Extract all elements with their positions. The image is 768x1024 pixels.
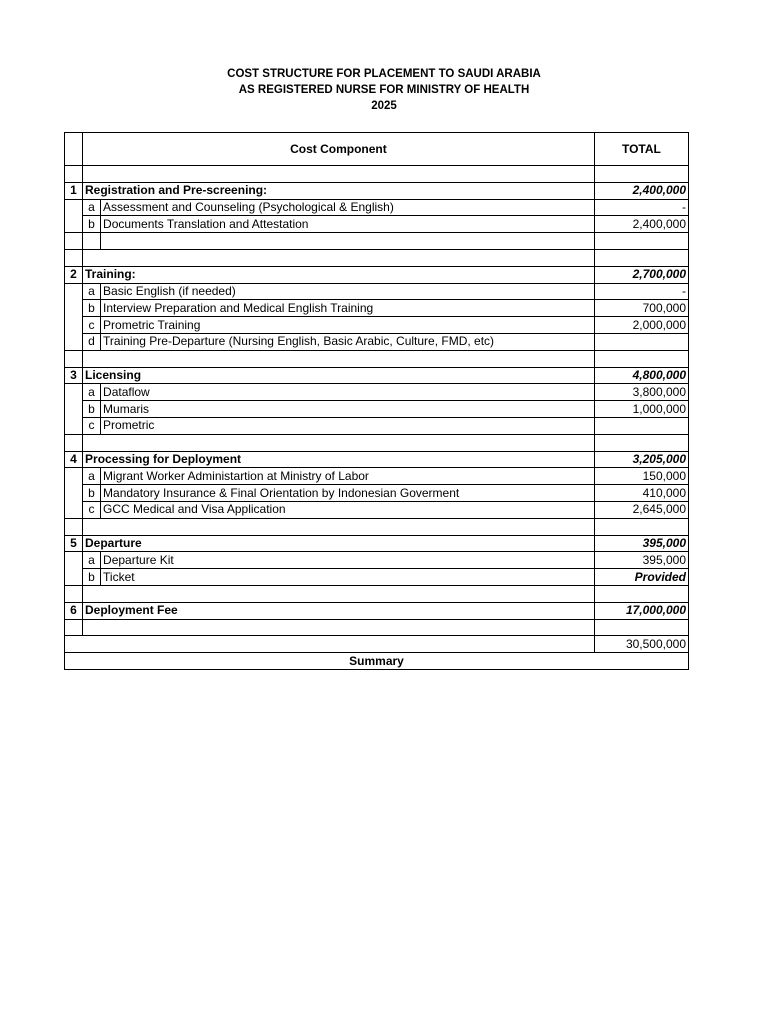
item-letter: b	[83, 401, 101, 418]
header-total: TOTAL	[594, 133, 688, 166]
item-value	[594, 333, 688, 350]
spacer-row	[65, 434, 689, 451]
item-label: Basic English (if needed)	[101, 283, 595, 300]
spacer-row	[65, 249, 689, 266]
item-label: GCC Medical and Visa Application	[101, 501, 595, 518]
section-total: 2,700,000	[594, 266, 688, 283]
item-value: 150,000	[594, 468, 688, 485]
item-row	[65, 300, 689, 317]
item-value: 2,000,000	[594, 317, 688, 334]
item-value: -	[594, 283, 688, 300]
item-label: Assessment and Counseling (Psychological & English)	[101, 199, 595, 216]
section-label: Departure	[83, 535, 595, 552]
section-label: Registration and Pre-screening:	[83, 182, 595, 199]
section-number: 5	[65, 535, 83, 552]
item-row	[65, 216, 689, 233]
item-label: Ticket	[101, 569, 595, 586]
header-blank-cell	[65, 133, 83, 166]
section-label: Processing for Deployment	[83, 451, 595, 468]
item-row	[65, 468, 689, 485]
item-letter: b	[83, 485, 101, 502]
section-number: 2	[65, 266, 83, 283]
item-letter: a	[83, 384, 101, 401]
item-value: -	[594, 199, 688, 216]
item-row	[65, 417, 689, 434]
item-letter: c	[83, 317, 101, 334]
item-value: 2,400,000	[594, 216, 688, 233]
item-row	[65, 401, 689, 418]
cost-table	[64, 132, 689, 670]
item-label: Prometric Training	[101, 317, 595, 334]
item-letter: c	[83, 417, 101, 434]
item-row	[65, 333, 689, 350]
item-label: Mumaris	[101, 401, 595, 418]
spacer-row	[65, 585, 689, 602]
item-value: 2,645,000	[594, 501, 688, 518]
section-number: 3	[65, 367, 83, 384]
item-label: Dataflow	[101, 384, 595, 401]
spacer-row	[65, 518, 689, 535]
item-value: 700,000	[594, 300, 688, 317]
item-row	[65, 552, 689, 569]
item-label: Departure Kit	[101, 552, 595, 569]
spacer-row	[65, 233, 689, 250]
item-value: Provided	[594, 569, 688, 586]
item-label: Interview Preparation and Medical English Training	[101, 300, 595, 317]
item-letter: a	[83, 283, 101, 300]
item-letter: a	[83, 468, 101, 485]
summary-row	[65, 653, 689, 670]
doc-title-line-2: AS REGISTERED NURSE FOR MINISTRY OF HEALTH	[238, 84, 530, 96]
spacer-row	[65, 350, 689, 367]
header-cost-component: Cost Component	[83, 133, 595, 166]
spacer-row	[65, 166, 689, 183]
section-row-5	[65, 535, 689, 552]
item-row	[65, 283, 689, 300]
item-letter: a	[83, 552, 101, 569]
item-letter: b	[83, 300, 101, 317]
table-header-row	[65, 133, 689, 166]
section-row-2	[65, 266, 689, 283]
item-value: 395,000	[594, 552, 688, 569]
section-row-4	[65, 451, 689, 468]
item-value: 3,800,000	[594, 384, 688, 401]
item-row	[65, 501, 689, 518]
section-row-1	[65, 182, 689, 199]
spacer-row	[65, 619, 689, 636]
section-label: Deployment Fee	[83, 602, 595, 619]
item-value: 1,000,000	[594, 401, 688, 418]
section-row-6	[65, 602, 689, 619]
item-row	[65, 569, 689, 586]
grand-total: 30,500,000	[594, 636, 688, 653]
item-label: Migrant Worker Administartion at Ministry of Labor	[101, 468, 595, 485]
section-total: 395,000	[594, 535, 688, 552]
section-number: 4	[65, 451, 83, 468]
section-number: 1	[65, 182, 83, 199]
doc-title-line-1: COST STRUCTURE FOR PLACEMENT TO SAUDI ARABIA	[227, 68, 541, 80]
section-number: 6	[65, 602, 83, 619]
item-value	[594, 417, 688, 434]
doc-title-year: 2025	[371, 100, 397, 112]
item-label: Mandatory Insurance & Final Orientation by Indonesian Goverment	[101, 485, 595, 502]
item-letter: c	[83, 501, 101, 518]
item-row	[65, 317, 689, 334]
section-total: 2,400,000	[594, 182, 688, 199]
section-total: 4,800,000	[594, 367, 688, 384]
section-label: Licensing	[83, 367, 595, 384]
item-label: Prometric	[101, 417, 595, 434]
summary-label: Summary	[65, 653, 689, 670]
item-letter: b	[83, 216, 101, 233]
section-total: 3,205,000	[594, 451, 688, 468]
grand-total-row	[65, 636, 689, 653]
item-value: 410,000	[594, 485, 688, 502]
item-letter: d	[83, 333, 101, 350]
item-row	[65, 384, 689, 401]
item-row	[65, 485, 689, 502]
section-row-3	[65, 367, 689, 384]
section-label: Training:	[83, 266, 595, 283]
section-total: 17,000,000	[594, 602, 688, 619]
item-label: Training Pre-Departure (Nursing English, Basic Arabic, Culture, FMD, etc)	[101, 333, 595, 350]
item-label: Documents Translation and Attestation	[101, 216, 595, 233]
item-letter: a	[83, 199, 101, 216]
item-row	[65, 199, 689, 216]
item-letter: b	[83, 569, 101, 586]
